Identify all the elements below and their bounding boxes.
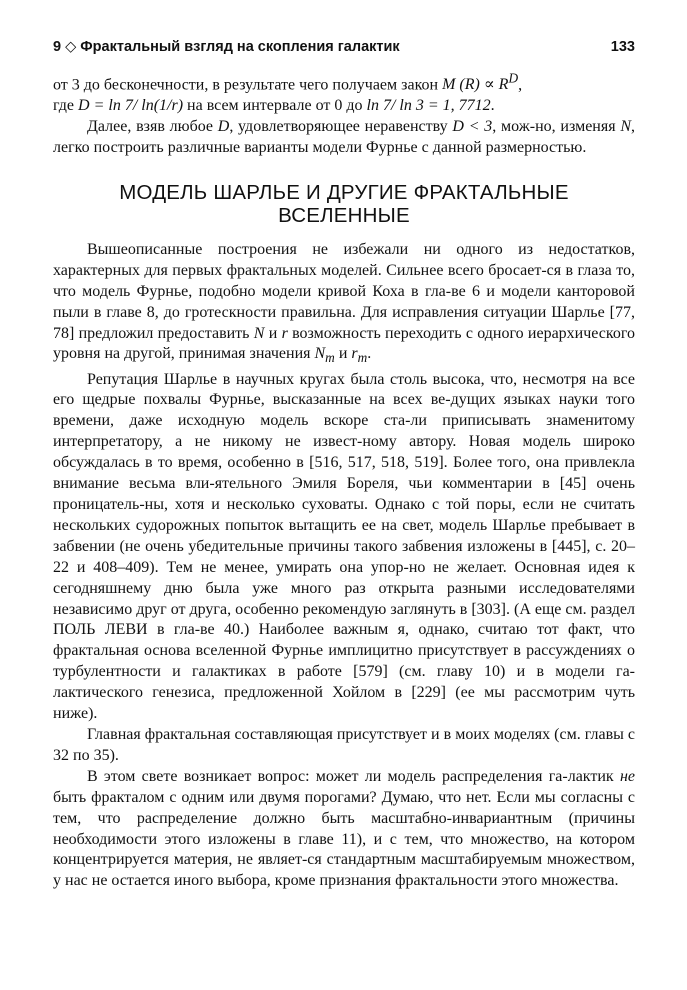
math-symbol: D: [217, 118, 230, 136]
text-run: Вышеописанные построения не избежали ни одного из недостатков, характерных для первых фрактальных моделей. Сильнее всего бросает-ся в глаза то, что модель Фурнье, подобно модели кривой Коха в гла-ве 6 и модели канторовой пыли в главе 8, до гротескности правильна. Для исправления ситуации Шарлье [77, 78] предложил предоставить: [53, 240, 635, 342]
paragraph-6: [53, 767, 635, 892]
paragraph-3: [53, 240, 635, 370]
text-run: на всем интервале от 0 до: [183, 97, 367, 115]
math-symbol: r: [351, 345, 358, 363]
text-run: возможность переходить с одного иерархического уровня на другой, принимая значения: [53, 324, 635, 363]
text-run: где: [53, 97, 79, 115]
diamond-icon: ◇: [65, 39, 77, 55]
page-body: [53, 69, 635, 892]
math-subscript: m: [357, 350, 368, 366]
paragraph-intro-1: [53, 69, 635, 117]
math-symbol: N: [314, 345, 326, 363]
text-run: В этом свете возникает вопрос: может ли модель распределения га-лактик: [87, 767, 620, 785]
section-title: [53, 181, 635, 227]
formula-inequality: D < 3: [452, 118, 493, 136]
formula-dimension: D = ln 7/ ln(1/r): [78, 97, 184, 115]
section-title-line: МОДЕЛЬ ШАРЛЬЕ И ДРУГИЕ ФРАКТАЛЬНЫЕ: [119, 180, 569, 204]
page-number: 133: [610, 39, 635, 55]
chapter-title: Фрактальный взгляд на скопления галактик: [80, 39, 400, 55]
text-run: .: [367, 345, 372, 363]
running-head: [53, 36, 635, 58]
math-symbol: N: [253, 324, 265, 342]
chapter-heading: [53, 36, 400, 58]
math-symbol: N: [620, 118, 631, 136]
paragraph-intro-2: [53, 117, 635, 159]
math-symbol-rm: [351, 345, 368, 366]
chapter-number: 9: [53, 39, 62, 55]
math-subscript: m: [325, 350, 335, 366]
formula-text: M (R) ∝ R: [442, 76, 509, 94]
text-run: , легко построить различные варианты модели Фурнье с данной размерностью.: [53, 118, 635, 157]
text-run: .: [490, 97, 495, 115]
text-run: быть фракталом с одним или двумя порогами? Думаю, что нет. Если мы согласны с тем, что распределение должно быть масштабно-инвариантным (причины необходимости этого изложены в главе 11), и с тем, что множество, на котором концентрируется материя, не являет-ся стандартным масштабируемым множеством, у нас не остается иного выбора, кроме признания фрактальности этого множества.: [53, 788, 635, 890]
math-symbol: r: [281, 324, 288, 342]
formula-superscript: D: [508, 71, 519, 86]
text-run: от 3 до бесконечности, в результате чего получаем закон: [53, 76, 443, 94]
text-run: Далее, взяв любое: [87, 118, 218, 136]
formula-power-law: [442, 71, 519, 94]
formula-dimension-value: ln 7/ ln 3 = 1, 7712: [366, 97, 491, 115]
text-run: , удовлетворяющее неравенству: [229, 118, 453, 136]
emphasis: не: [619, 767, 635, 785]
section-title-line: ВСЕЛЕННЫЕ: [278, 203, 410, 227]
text-run: и: [334, 345, 352, 363]
text-run: ,: [518, 76, 523, 94]
text-run: , мож-но, изменяя: [492, 118, 621, 136]
paragraph-4: Репутация Шарлье в научных кругах была столь высока, что, несмотря на все его щедрые похвалы Фурнье, высказанные на всех ве-дущих языках науки того времени, даже исходную модель вскоре ста-ли приписывать знаменитому интерпретатору, а не никому не извест-ному автору. Новая модель широко обсуждалась в то время, особенно в [516, 517, 518, 519]. Более того, она привлекла внимание весьма вли-ятельного Эмиля Бореля, чьи комментарии в [45] очень проницатель-ны, хотя и несколько суховаты. Однако с той поры, если не считать нескольких судорожных попыток вытащить ее на свет, модель Шарлье пребывает в забвении (не очень убедительные причины такого забвения изложены в [445], с. 20–22 и 408–409). Тем не менее, умирать она упор-но не желает. Основная идея к сегодняшнему дню была уже много раз открыта разными исследователями независимо друг от друга, особенно рекомендую заглянуть в [303]. (А еще см. раздел ПОЛЬ ЛЕВИ в гла-ве 40.) Наиболее важным я, однако, считаю тот факт, что фрактальная основа вселенной Фурнье имплицитно присутствует в рассуждениях о турбулентности и галактиках в работе [579] (см. главу 10) и в модели га-лактического генезиса, предложенной Хойлом в [229] (ее мы рассмотрим чуть ниже).: [53, 370, 635, 723]
text-run: и: [264, 324, 282, 342]
math-symbol-Nm: [314, 345, 335, 366]
paragraph-5: Главная фрактальная составляющая присутствует и в моих моделях (см. главы с 32 по 35).: [53, 725, 635, 764]
